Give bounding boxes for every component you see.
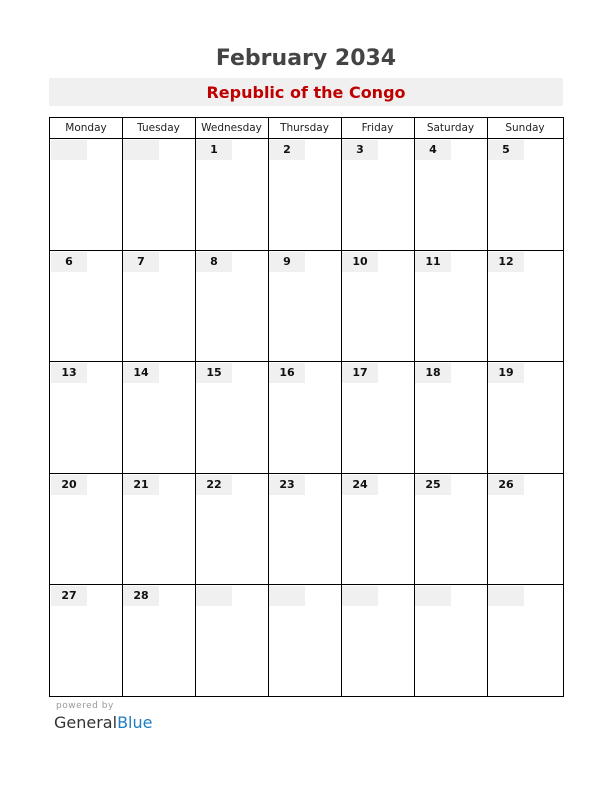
day-number[interactable]: 6 — [51, 252, 87, 272]
day-number[interactable]: 21 — [123, 475, 159, 495]
column-divider — [414, 118, 415, 696]
brand-blue-text: Blue — [117, 713, 153, 732]
day-number[interactable]: 3 — [342, 140, 378, 160]
day-number[interactable]: 7 — [123, 252, 159, 272]
weekday-header-wednesday: Wednesday — [201, 122, 262, 134]
day-number[interactable]: 14 — [123, 363, 159, 383]
empty-day-box — [488, 586, 524, 606]
day-number[interactable]: 15 — [196, 363, 232, 383]
empty-day-box — [196, 586, 232, 606]
day-number[interactable]: 12 — [488, 252, 524, 272]
day-number[interactable]: 26 — [488, 475, 524, 495]
weekday-header-sunday: Sunday — [505, 122, 545, 134]
column-divider — [487, 118, 488, 696]
weekday-header-tuesday: Tuesday — [137, 122, 180, 134]
empty-day-box — [269, 586, 305, 606]
day-number[interactable]: 18 — [415, 363, 451, 383]
column-divider — [195, 118, 196, 696]
powered-by-label: powered by — [56, 701, 114, 711]
day-number[interactable]: 5 — [488, 140, 524, 160]
day-number[interactable]: 9 — [269, 252, 305, 272]
column-divider — [122, 118, 123, 696]
day-number[interactable]: 8 — [196, 252, 232, 272]
generalblue-logo[interactable] — [54, 713, 152, 732]
day-number[interactable]: 13 — [51, 363, 87, 383]
day-number[interactable]: 17 — [342, 363, 378, 383]
day-number[interactable]: 1 — [196, 140, 232, 160]
country-banner — [49, 78, 563, 106]
day-number[interactable]: 2 — [269, 140, 305, 160]
empty-day-box — [51, 140, 87, 160]
day-number[interactable]: 28 — [123, 586, 159, 606]
weekday-header-monday: Monday — [65, 122, 107, 134]
day-number[interactable]: 19 — [488, 363, 524, 383]
row-divider — [50, 361, 563, 362]
calendar-title: February 2034 — [215, 46, 397, 71]
weekday-header-friday: Friday — [361, 122, 394, 134]
brand-general-text: General — [54, 713, 118, 732]
day-number[interactable]: 20 — [51, 475, 87, 495]
country-name: Republic of the Congo — [206, 83, 406, 102]
day-number[interactable]: 27 — [51, 586, 87, 606]
weekday-header-saturday: Saturday — [426, 122, 475, 134]
day-number[interactable]: 22 — [196, 475, 232, 495]
column-divider — [341, 118, 342, 696]
calendar-grid — [49, 117, 564, 697]
day-number[interactable]: 10 — [342, 252, 378, 272]
day-number[interactable]: 23 — [269, 475, 305, 495]
empty-day-box — [342, 586, 378, 606]
day-number[interactable]: 4 — [415, 140, 451, 160]
day-number[interactable]: 16 — [269, 363, 305, 383]
row-divider — [50, 473, 563, 474]
row-divider — [50, 250, 563, 251]
day-number[interactable]: 11 — [415, 252, 451, 272]
day-number[interactable]: 24 — [342, 475, 378, 495]
weekday-header-thursday: Thursday — [280, 122, 329, 134]
day-number[interactable]: 25 — [415, 475, 451, 495]
column-divider — [268, 118, 269, 696]
empty-day-box — [415, 586, 451, 606]
empty-day-box — [123, 140, 159, 160]
row-divider — [50, 584, 563, 585]
